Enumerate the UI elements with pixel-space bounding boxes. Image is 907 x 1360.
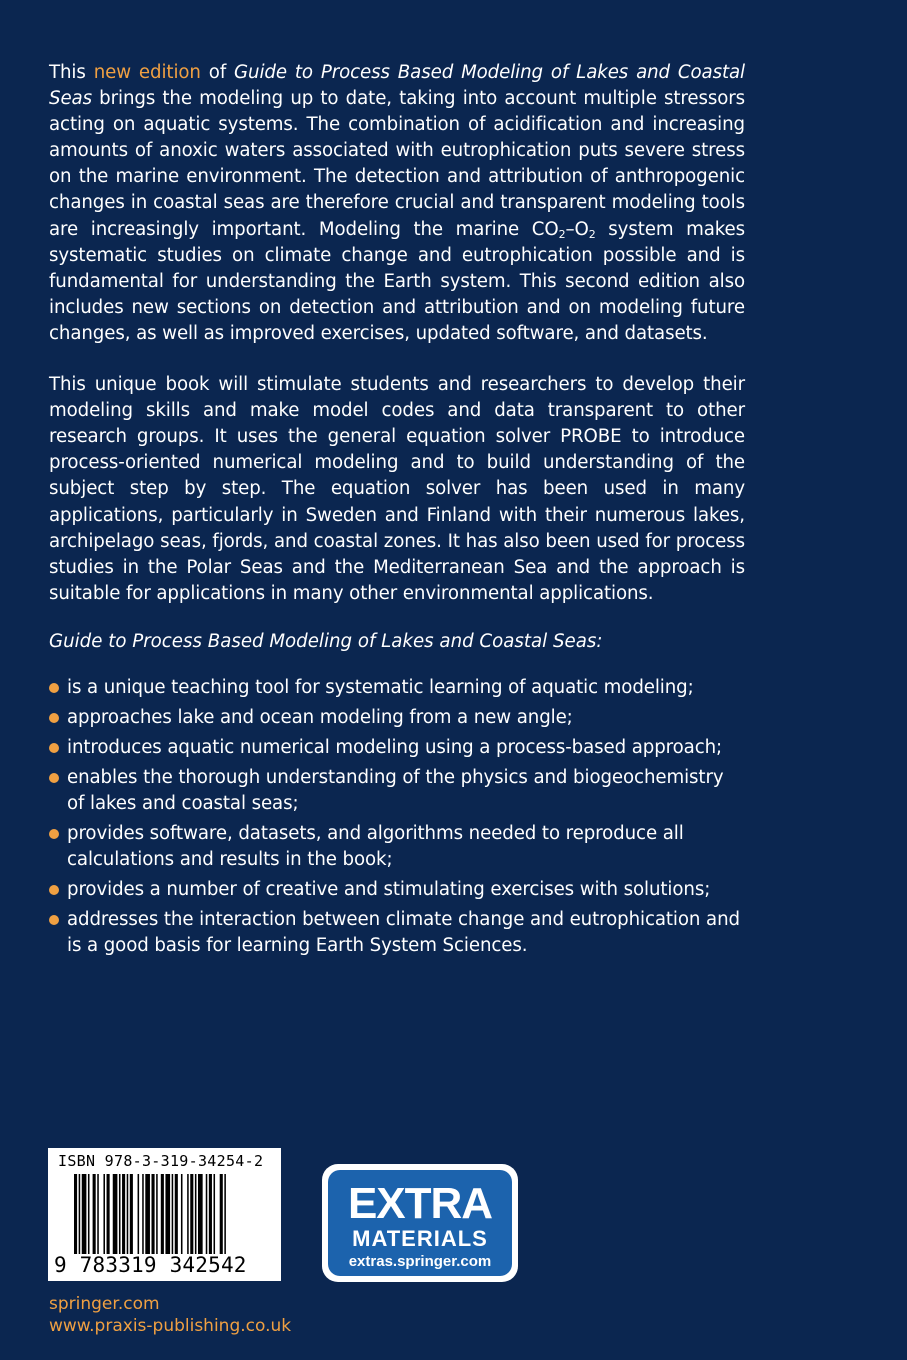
list-item: [49, 675, 745, 701]
feature-text: enables the thorough understanding of the physics and biogeochemistry of lakes and coastal seas;: [67, 766, 724, 814]
co2-subscript: 2: [558, 227, 566, 241]
features-title: Guide to Process Based Modeling of Lakes and Coastal Seas:: [49, 630, 603, 652]
badge-url: extras.springer.com: [348, 1253, 492, 1270]
o2-subscript: 2: [588, 227, 596, 241]
list-item: [49, 705, 745, 731]
bullet-icon: [49, 829, 59, 839]
isbn-label: ISBN 978-3-319-34254-2: [58, 1152, 264, 1170]
list-item: [49, 907, 745, 959]
barcode-bars-icon: [74, 1174, 274, 1254]
feature-text: is a unique teaching tool for systematic learning of aquatic modeling;: [67, 676, 694, 698]
bullet-icon: [49, 743, 59, 753]
badge-panel: [328, 1170, 512, 1276]
intro-paragraph: [49, 60, 745, 347]
second-paragraph: This unique book will stimulate students and researchers to develop their modeling skills and make model codes and data transparent to other research groups. It uses the general equation solver PROBE to introduce process-oriented numerical modeling and to build understanding of the subject step by step. The equation solver has been used in many applications, particularly in Sweden and Finland with their numerous lakes, archipelago seas, fjords, and coastal zones. It has also been used for process studies in the Polar Seas and the Mediterranean Sea and the approach is suitable for applications in many other environmental applications.: [49, 374, 745, 604]
extra-materials-badge[interactable]: [322, 1164, 518, 1282]
bullet-icon: [49, 915, 59, 925]
book-title-italic: Guide to Process Based Modeling of Lakes and Coastal Seas: [49, 62, 745, 110]
praxis-link[interactable]: www.praxis-publishing.co.uk: [49, 1316, 292, 1336]
bullet-icon: [49, 683, 59, 693]
bullet-icon: [49, 773, 59, 783]
bullet-icon: [49, 713, 59, 723]
list-item: [49, 765, 745, 817]
barcode-digits: 9 783319 342542: [54, 1253, 247, 1277]
badge-extra-label: EXTRA: [347, 1179, 493, 1228]
list-item: [49, 821, 745, 873]
intro-start: This: [49, 62, 94, 83]
springer-link[interactable]: springer.com: [49, 1294, 160, 1314]
list-item: [49, 735, 745, 761]
feature-text: addresses the interaction between climate change and eutrophication and is a good basis for learning Earth System Sciences.: [67, 908, 740, 956]
feature-text: provides software, datasets, and algorithms needed to reproduce all calculations and results in the book;: [67, 822, 684, 870]
o2-symbol: –O: [565, 218, 589, 240]
publisher-links: [49, 1293, 291, 1337]
features-list: [49, 675, 745, 959]
list-item: [49, 877, 745, 903]
bullet-icon: [49, 885, 59, 895]
isbn-barcode: [48, 1148, 281, 1281]
feature-text: introduces aquatic numerical modeling using a process-based approach;: [67, 736, 723, 758]
feature-text: provides a number of creative and stimulating exercises with solutions;: [67, 878, 711, 900]
feature-text: approaches lake and ocean modeling from a new angle;: [67, 706, 573, 728]
new-edition-highlight: new edition: [93, 62, 201, 83]
back-cover-text: [49, 60, 745, 963]
intro-body: brings the modeling up to date, taking into account multiple stressors acting on aquatic systems. The combination of acidification and increasing amounts of anoxic waters associated with eutrophication puts severe stress on the marine environment. The detection and attribution of anthropogenic changes in coastal seas are therefore crucial and transparent modeling tools are increasingly important. Modeling the marine CO: [49, 88, 745, 240]
intro-of: of: [200, 62, 235, 83]
badge-materials-label: MATERIALS: [352, 1226, 488, 1251]
intro-end: system makes systematic studies on climate change and eutrophication possible and is fundamental for understanding the Earth system. This second edition also includes new sections on detection and attribution and on modeling future changes, as well as improved exercises, updated software, and datasets.: [49, 218, 745, 344]
